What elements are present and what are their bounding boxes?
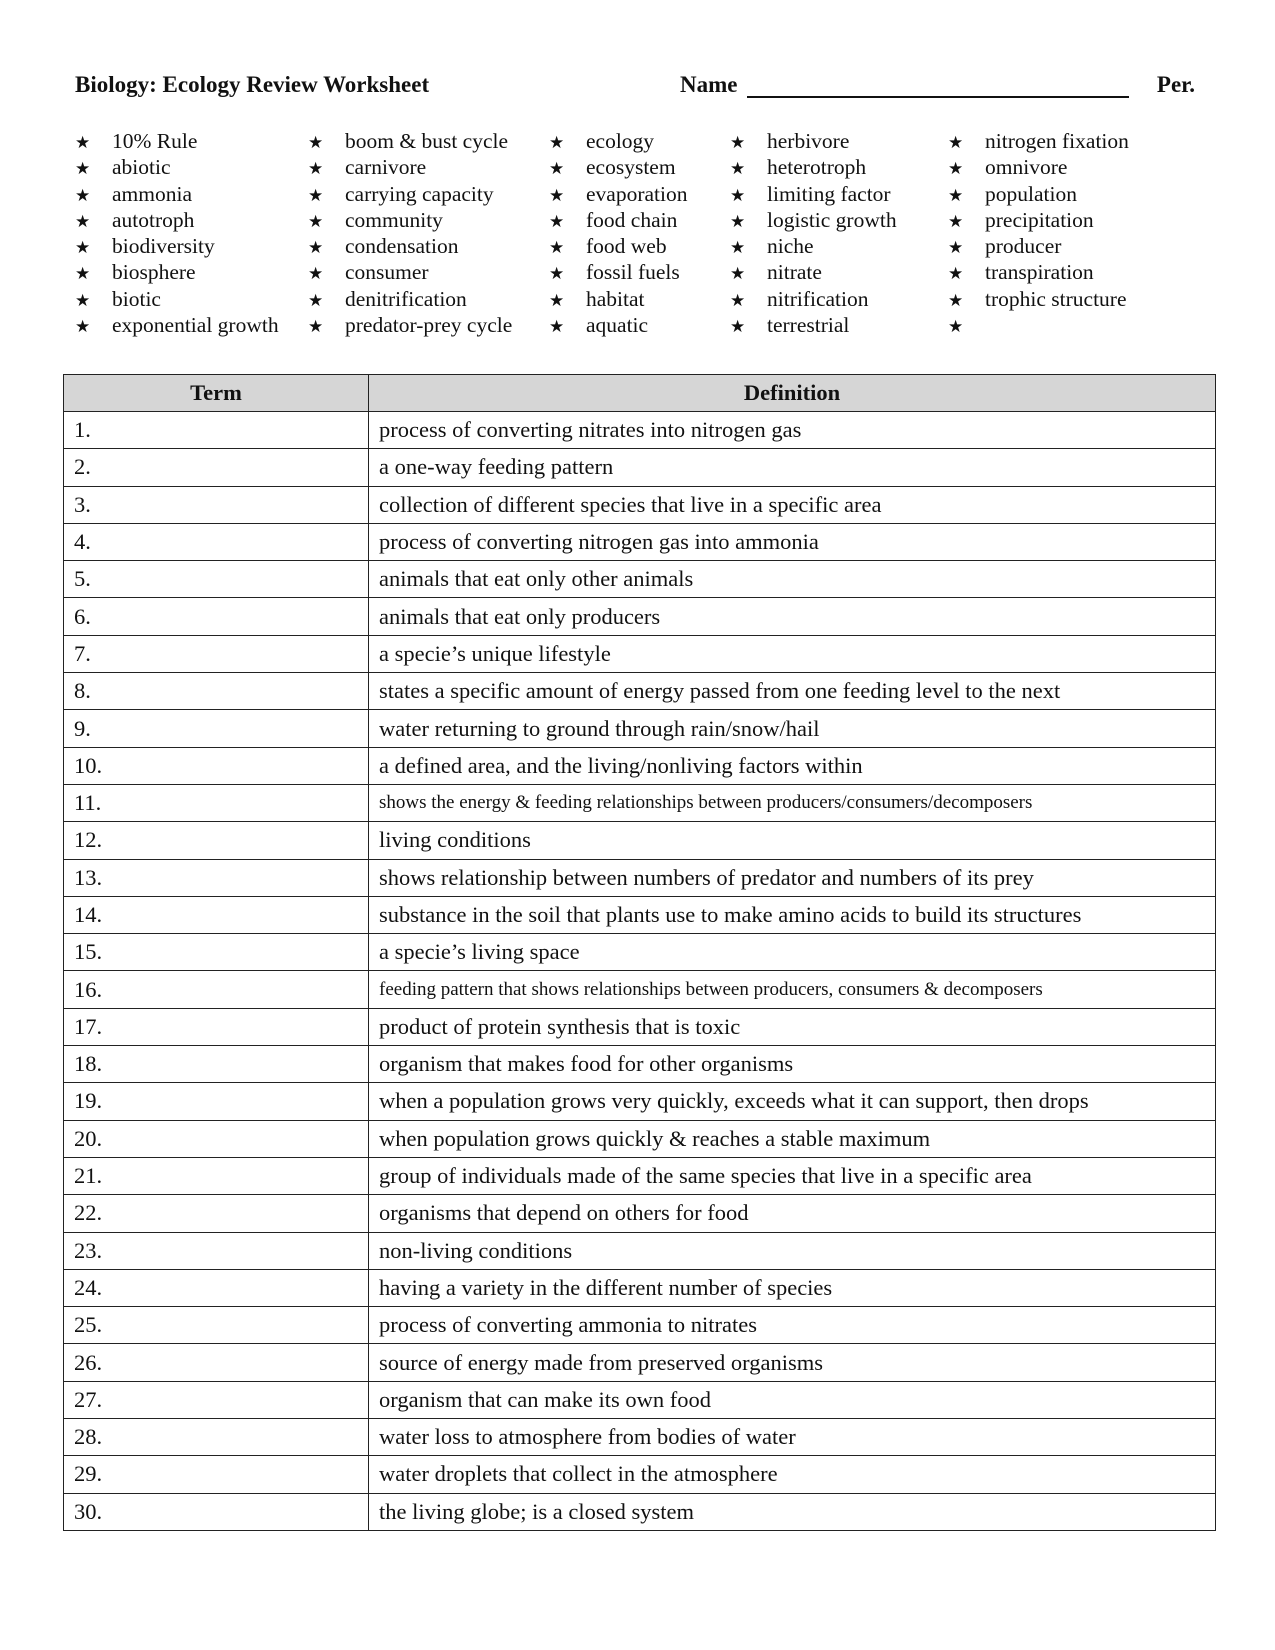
word-bank-term: logistic growth [767,207,897,232]
star-bullet-icon: ★ [75,238,91,259]
definition-cell: states a specific amount of energy passed from one feeding level to the next [369,673,1216,710]
word-bank-item [308,128,512,154]
word-bank-item [948,154,1129,180]
term-answer-cell[interactable]: 11. [64,784,369,821]
star-bullet-icon: ★ [730,211,746,232]
word-bank-item [549,207,688,233]
word-bank-term: terrestrial [767,313,850,338]
word-bank-term: biosphere [112,260,196,285]
term-answer-cell[interactable]: 25. [64,1307,369,1344]
word-bank-term: heterotroph [767,155,867,180]
table-header-row [64,375,1216,412]
name-label: Name [680,72,738,97]
word-bank-item [549,286,688,312]
term-answer-cell[interactable]: 6. [64,598,369,635]
word-bank-term: consumer [345,260,429,285]
star-bullet-icon: ★ [549,290,565,311]
star-bullet-icon: ★ [948,185,964,206]
star-bullet-icon: ★ [75,211,91,232]
word-bank-column [549,128,688,338]
definition-column-header: Definition [369,375,1216,412]
star-bullet-icon: ★ [549,185,565,206]
word-bank-item [308,233,512,259]
word-bank-item [75,128,279,154]
star-bullet-icon: ★ [75,290,91,311]
word-bank-item [730,128,897,154]
word-bank-term: producer [985,234,1062,259]
table-row [64,1344,1216,1381]
star-bullet-icon: ★ [308,133,324,153]
word-bank-item [730,181,897,207]
word-bank-item [549,259,688,285]
word-bank-item [730,154,897,180]
name-field-line[interactable] [747,72,1129,98]
star-bullet-icon: ★ [308,264,324,285]
definition-cell: process of converting ammonia to nitrates [369,1307,1216,1344]
word-bank-term: predator-prey cycle [345,313,513,338]
word-bank-term: habitat [586,286,645,311]
word-bank-item [75,181,279,207]
table-row [64,896,1216,933]
star-bullet-icon: ★ [549,159,565,180]
table-row [64,1381,1216,1418]
word-bank-item [948,207,1129,233]
star-bullet-icon: ★ [948,264,964,285]
definition-cell: having a variety in the different number of species [369,1269,1216,1306]
word-bank-term: limiting factor [767,181,891,206]
star-bullet-icon: ★ [948,159,964,180]
word-bank-term: abiotic [112,155,171,180]
definition-cell: organism that can make its own food [369,1381,1216,1418]
word-bank-item [549,181,688,207]
definition-cell: shows relationship between numbers of predator and numbers of its prey [369,859,1216,896]
word-bank-term: ecology [586,129,655,153]
star-bullet-icon: ★ [308,290,324,311]
term-column-header: Term [64,375,369,412]
definition-cell: animals that eat only other animals [369,561,1216,598]
period-label: Per. [1156,72,1195,97]
definition-cell: a specie’s unique lifestyle [369,635,1216,672]
table-row [64,1232,1216,1269]
word-bank-item [948,312,1129,338]
table-row [64,1419,1216,1456]
star-bullet-icon: ★ [730,317,746,338]
table-row [64,673,1216,710]
term-answer-cell[interactable]: 17. [64,1008,369,1045]
table-row [64,486,1216,523]
star-bullet-icon: ★ [948,317,964,338]
definition-cell: group of individuals made of the same species that live in a specific area [369,1157,1216,1194]
term-answer-cell[interactable]: 27. [64,1381,369,1418]
word-bank-item [730,286,897,312]
term-answer-cell[interactable]: 19. [64,1083,369,1120]
word-bank [75,128,1195,348]
word-bank-item [730,207,897,233]
word-bank-item [948,286,1129,312]
word-bank-item [308,154,512,180]
term-answer-cell[interactable]: 24. [64,1269,369,1306]
word-bank-item [549,233,688,259]
table-row [64,1083,1216,1120]
word-bank-item [549,154,688,180]
star-bullet-icon: ★ [308,185,324,206]
table-row [64,934,1216,971]
word-bank-item [308,181,512,207]
worksheet-title: Biology: Ecology Review Worksheet [75,72,430,97]
star-bullet-icon: ★ [948,211,964,232]
word-bank-item [549,312,688,338]
term-answer-cell[interactable]: 10. [64,747,369,784]
word-bank-item [948,259,1129,285]
table-row [64,523,1216,560]
star-bullet-icon: ★ [549,211,565,232]
definition-cell: non-living conditions [369,1232,1216,1269]
star-bullet-icon: ★ [730,159,746,180]
term-answer-cell[interactable]: 12. [64,822,369,859]
table-body [64,412,1216,1531]
word-bank-term: trophic structure [985,286,1127,311]
word-bank-term: biodiversity [112,234,215,259]
star-bullet-icon: ★ [549,133,565,153]
term-answer-cell[interactable]: 18. [64,1046,369,1083]
table-row [64,1195,1216,1232]
term-answer-cell[interactable]: 5. [64,561,369,598]
table-row [64,784,1216,821]
word-bank-term: nitrate [767,260,822,285]
star-bullet-icon: ★ [75,264,91,285]
star-bullet-icon: ★ [730,264,746,285]
definition-cell: a specie’s living space [369,934,1216,971]
star-bullet-icon: ★ [308,159,324,180]
word-bank-term: community [345,207,443,232]
definition-cell: water loss to atmosphere from bodies of water [369,1419,1216,1456]
word-bank-term: denitrification [345,286,467,311]
table-row [64,1456,1216,1493]
definition-cell: water returning to ground through rain/snow/hail [369,710,1216,747]
table-row [64,1120,1216,1157]
definition-cell: animals that eat only producers [369,598,1216,635]
word-bank-term: food chain [586,207,678,232]
table-row [64,822,1216,859]
word-bank-item [308,312,512,338]
word-bank-term: boom & bust cycle [345,129,509,153]
term-answer-cell[interactable]: 9. [64,710,369,747]
word-bank-term: carnivore [345,155,427,180]
table-row [64,1269,1216,1306]
word-bank-item [730,259,897,285]
definition-cell: process of converting nitrogen gas into ammonia [369,523,1216,560]
word-bank-item [948,233,1129,259]
word-bank-term: ammonia [112,181,193,206]
definition-cell: source of energy made from preserved organisms [369,1344,1216,1381]
term-answer-cell[interactable]: 22. [64,1195,369,1232]
term-answer-cell[interactable]: 13. [64,859,369,896]
word-bank-item [75,312,279,338]
term-answer-cell[interactable]: 3. [64,486,369,523]
word-bank-term: exponential growth [112,313,279,338]
word-bank-term: carrying capacity [345,181,494,206]
word-bank-item [549,128,688,154]
star-bullet-icon: ★ [730,290,746,311]
term-answer-cell[interactable]: 4. [64,523,369,560]
word-bank-column [948,128,1129,338]
star-bullet-icon: ★ [75,133,91,153]
star-bullet-icon: ★ [549,238,565,259]
word-bank-term: population [985,181,1077,206]
word-bank-item [730,312,897,338]
term-answer-cell[interactable]: 8. [64,673,369,710]
word-bank-term: aquatic [586,313,649,338]
star-bullet-icon: ★ [549,264,565,285]
table-row [64,561,1216,598]
star-bullet-icon: ★ [75,185,91,206]
word-bank-item [948,128,1129,154]
word-bank-item [75,207,279,233]
table-row [64,449,1216,486]
table-row [64,859,1216,896]
table-row [64,1157,1216,1194]
definition-cell: a one-way feeding pattern [369,449,1216,486]
word-bank-item [75,259,279,285]
definition-cell: product of protein synthesis that is toxic [369,1008,1216,1045]
word-bank-term: precipitation [985,207,1094,232]
word-bank-term: condensation [345,234,459,259]
word-bank-term: evaporation [586,181,688,206]
star-bullet-icon: ★ [308,211,324,232]
table-row [64,1307,1216,1344]
word-bank-term: food web [586,234,667,259]
table-row [64,598,1216,635]
table-row [64,1008,1216,1045]
table-row [64,1493,1216,1530]
word-bank-term: ecosystem [586,155,676,180]
word-bank-term: herbivore [767,129,850,153]
worksheet-header [75,72,1195,112]
term-answer-cell[interactable]: 14. [64,896,369,933]
definition-cell: a defined area, and the living/nonliving factors within [369,747,1216,784]
definition-cell: shows the energy & feeding relationships between producers/consumers/decomposers [369,784,1216,821]
definition-cell: substance in the soil that plants use to make amino acids to build its structures [369,896,1216,933]
definition-cell: organism that makes food for other organisms [369,1046,1216,1083]
term-answer-cell[interactable]: 20. [64,1120,369,1157]
term-answer-cell[interactable]: 1. [64,412,369,449]
table-row [64,635,1216,672]
star-bullet-icon: ★ [730,185,746,206]
definition-cell: process of converting nitrates into nitrogen gas [369,412,1216,449]
word-bank-term: omnivore [985,155,1068,180]
word-bank-term: nitrification [767,286,869,311]
word-bank-item [75,154,279,180]
definition-cell: collection of different species that live in a specific area [369,486,1216,523]
star-bullet-icon: ★ [730,133,746,153]
word-bank-term: transpiration [985,260,1094,285]
word-bank-term: nitrogen fixation [985,129,1129,153]
word-bank-term: autotroph [112,207,195,232]
definition-cell: living conditions [369,822,1216,859]
definition-cell: when a population grows very quickly, exceeds what it can support, then drops [369,1083,1216,1120]
definition-cell: the living globe; is a closed system [369,1493,1216,1530]
word-bank-item [308,259,512,285]
word-bank-item [308,286,512,312]
word-bank-column [730,128,897,338]
word-bank-column [308,128,512,338]
word-bank-item [75,286,279,312]
definition-cell: feeding pattern that shows relationships between producers, consumers & decomposers [369,971,1216,1008]
star-bullet-icon: ★ [948,290,964,311]
word-bank-term: fossil fuels [586,260,680,285]
star-bullet-icon: ★ [308,238,324,259]
term-answer-cell[interactable]: 29. [64,1456,369,1493]
term-answer-cell[interactable]: 2. [64,449,369,486]
star-bullet-icon: ★ [308,317,324,338]
term-answer-cell[interactable]: 7. [64,635,369,672]
table-row [64,710,1216,747]
star-bullet-icon: ★ [948,238,964,259]
definition-cell: when population grows quickly & reaches a stable maximum [369,1120,1216,1157]
word-bank-term: biotic [112,286,161,311]
table-row [64,412,1216,449]
term-answer-cell[interactable]: 16. [64,971,369,1008]
word-bank-column [75,128,279,338]
term-answer-cell[interactable]: 15. [64,934,369,971]
word-bank-item [75,233,279,259]
term-answer-cell[interactable]: 23. [64,1232,369,1269]
term-answer-cell[interactable]: 28. [64,1419,369,1456]
word-bank-item [308,207,512,233]
star-bullet-icon: ★ [75,159,91,180]
word-bank-term: 10% Rule [112,129,198,153]
table-row [64,971,1216,1008]
star-bullet-icon: ★ [730,238,746,259]
vocabulary-table [63,374,1216,1531]
word-bank-term: niche [767,234,814,259]
word-bank-item [730,233,897,259]
definition-cell: organisms that depend on others for food [369,1195,1216,1232]
term-answer-cell[interactable]: 21. [64,1157,369,1194]
definition-cell: water droplets that collect in the atmosphere [369,1456,1216,1493]
term-answer-cell[interactable]: 26. [64,1344,369,1381]
table-row [64,1046,1216,1083]
table-row [64,747,1216,784]
star-bullet-icon: ★ [549,317,565,338]
term-answer-cell[interactable]: 30. [64,1493,369,1530]
word-bank-item [948,181,1129,207]
star-bullet-icon: ★ [75,317,91,338]
star-bullet-icon: ★ [948,133,964,153]
